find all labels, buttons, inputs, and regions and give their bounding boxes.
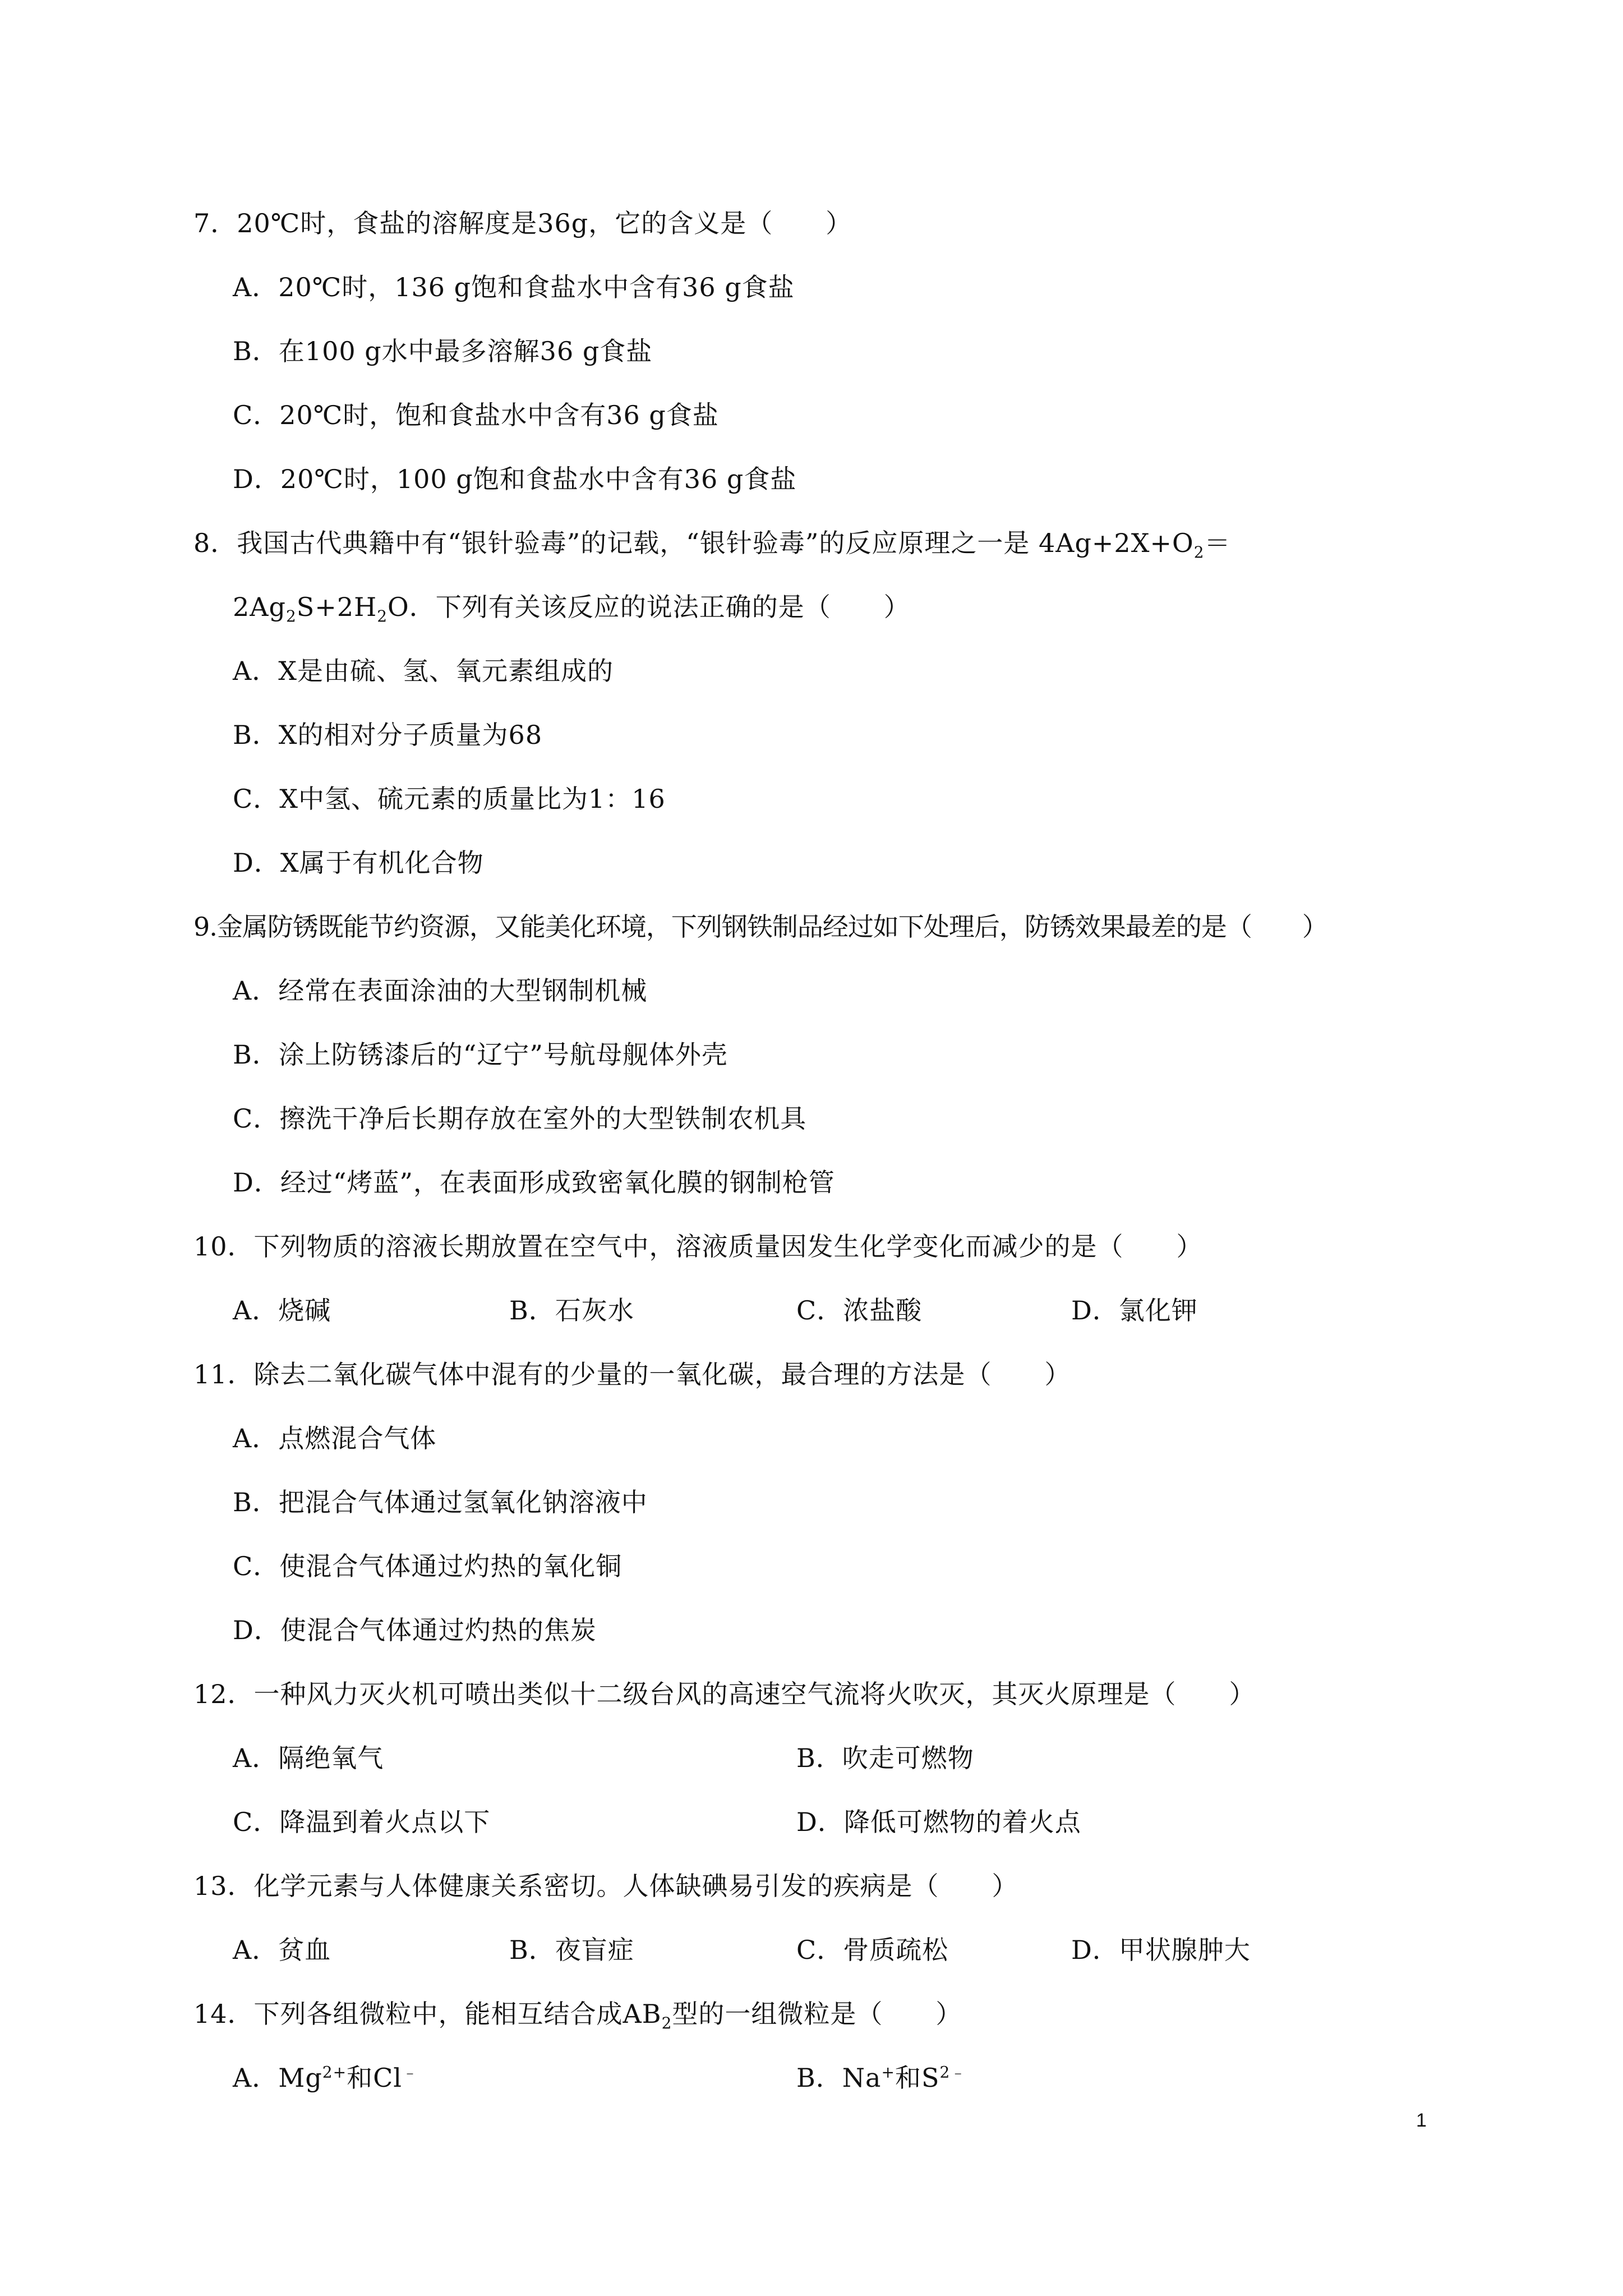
q8-h2-subscript: 2	[377, 607, 388, 626]
question-12-stem: 12．一种风力灭火机可喷出类似十二级台风的高速空气流将火吹灭，其灭火原理是（ ）	[193, 1679, 1256, 1709]
q14-cl-charge: ﹣	[402, 2063, 418, 2082]
question-14-stem	[193, 1997, 962, 2031]
q8-stem-text-e: O．下列有关该反应的说法正确的是（ ）	[388, 592, 910, 622]
question-14-option-a	[233, 2061, 418, 2095]
question-8-stem-line1	[193, 526, 1231, 560]
question-8-stem-line2	[233, 590, 910, 624]
question-8-option-c: C．X中氢、硫元素的质量比为1：16	[233, 784, 666, 814]
question-8-option-d: D．X属于有机化合物	[233, 848, 484, 878]
q8-stem-text-c: 2Ag	[233, 592, 286, 622]
question-11-option-a: A．点燃混合气体	[233, 1423, 437, 1453]
q14-a-text-b: 和Cl	[347, 2063, 402, 2093]
question-7-option-d: D．20℃时，100 g饱和食盐水中含有36 g食盐	[233, 464, 797, 494]
q14-s-charge: 2﹣	[939, 2063, 967, 2082]
question-13-stem: 13．化学元素与人体健康关系密切。人体缺碘易引发的疾病是（ ）	[193, 1871, 1018, 1901]
question-11-stem: 11．除去二氧化碳气体中混有的少量的一氧化碳，最合理的方法是（ ）	[193, 1359, 1071, 1389]
q14-b-text-a: B．Na	[796, 2063, 882, 2093]
q14-ab2-subscript: 2	[661, 2014, 672, 2033]
question-13-option-a: A．贫血	[233, 1935, 331, 1965]
question-12-option-a: A．隔绝氧气	[233, 1743, 384, 1773]
question-10-option-a: A．烧碱	[233, 1295, 331, 1326]
q14-mg-charge: 2+	[322, 2063, 347, 2082]
question-13-option-d: D．甲状腺肿大	[1071, 1935, 1251, 1965]
question-9-option-a: A．经常在表面涂油的大型钢制机械	[233, 976, 648, 1006]
q8-stem-text-a: 8．我国古代典籍中有“银针验毒”的记载，“银针验毒”的反应原理之一是 4Ag+2X+O	[193, 528, 1194, 558]
question-9-option-c: C．擦洗干净后长期存放在室外的大型铁制农机具	[233, 1103, 807, 1134]
q14-stem-text-b: 型的一组微粒是（ ）	[672, 1999, 962, 2029]
q14-a-text-a: A．Mg	[233, 2063, 322, 2093]
question-7-option-c: C．20℃时，饱和食盐水中含有36 g食盐	[233, 400, 719, 430]
question-10-stem: 10．下列物质的溶液长期放置在空气中，溶液质量因发生化学变化而减少的是（ ）	[193, 1231, 1203, 1262]
page-number: 1	[1416, 2110, 1427, 2131]
question-10-option-b: B．石灰水	[509, 1295, 634, 1326]
q14-b-text-b: 和S	[895, 2063, 940, 2093]
question-14-option-b	[796, 2061, 966, 2095]
q8-ag2-subscript: 2	[285, 607, 297, 626]
question-11-option-c: C．使混合气体通过灼热的氧化铜	[233, 1551, 623, 1581]
q8-stem-text-d: S+2H	[296, 592, 377, 622]
question-10-option-d: D．氯化钾	[1071, 1295, 1198, 1326]
question-11-option-b: B．把混合气体通过氢氧化钠溶液中	[233, 1487, 648, 1517]
question-9-option-b: B．涂上防锈漆后的“辽宁”号航母舰体外壳	[233, 1039, 728, 1070]
q8-o2-subscript: 2	[1193, 543, 1205, 562]
question-7-stem: 7．20℃时，食盐的溶解度是36g，它的含义是（ ）	[193, 208, 852, 238]
question-10-option-c: C．浓盐酸	[796, 1295, 923, 1326]
question-12-option-c: C．降温到着火点以下	[233, 1807, 491, 1837]
question-7-option-a: A．20℃时，136 g饱和食盐水中含有36 g食盐	[233, 272, 795, 302]
question-13-option-b: B．夜盲症	[509, 1935, 634, 1965]
question-9-option-d: D．经过“烤蓝”，在表面形成致密氧化膜的钢制枪管	[233, 1167, 835, 1198]
question-8-option-b: B．X的相对分子质量为68	[233, 720, 543, 750]
question-12-option-d: D．降低可燃物的着火点	[796, 1807, 1081, 1837]
question-13-option-c: C．骨质疏松	[796, 1935, 949, 1965]
question-7-option-b: B．在100 g水中最多溶解36 g食盐	[233, 336, 653, 366]
q8-equals-sign: ＝	[1204, 528, 1231, 558]
question-9-stem: 9.金属防锈既能节约资源，又能美化环境，下列钢铁制品经过如下处理后，防锈效果最差的是（ ）	[193, 912, 1327, 942]
question-11-option-d: D．使混合气体通过灼热的焦炭	[233, 1615, 597, 1645]
question-8-option-a: A．X是由硫、氢、氧元素组成的	[233, 656, 614, 686]
question-12-option-b: B．吹走可燃物	[796, 1743, 974, 1773]
q14-stem-text-a: 14．下列各组微粒中，能相互结合成AB	[193, 1999, 662, 2029]
q14-na-charge: +	[881, 2063, 895, 2082]
